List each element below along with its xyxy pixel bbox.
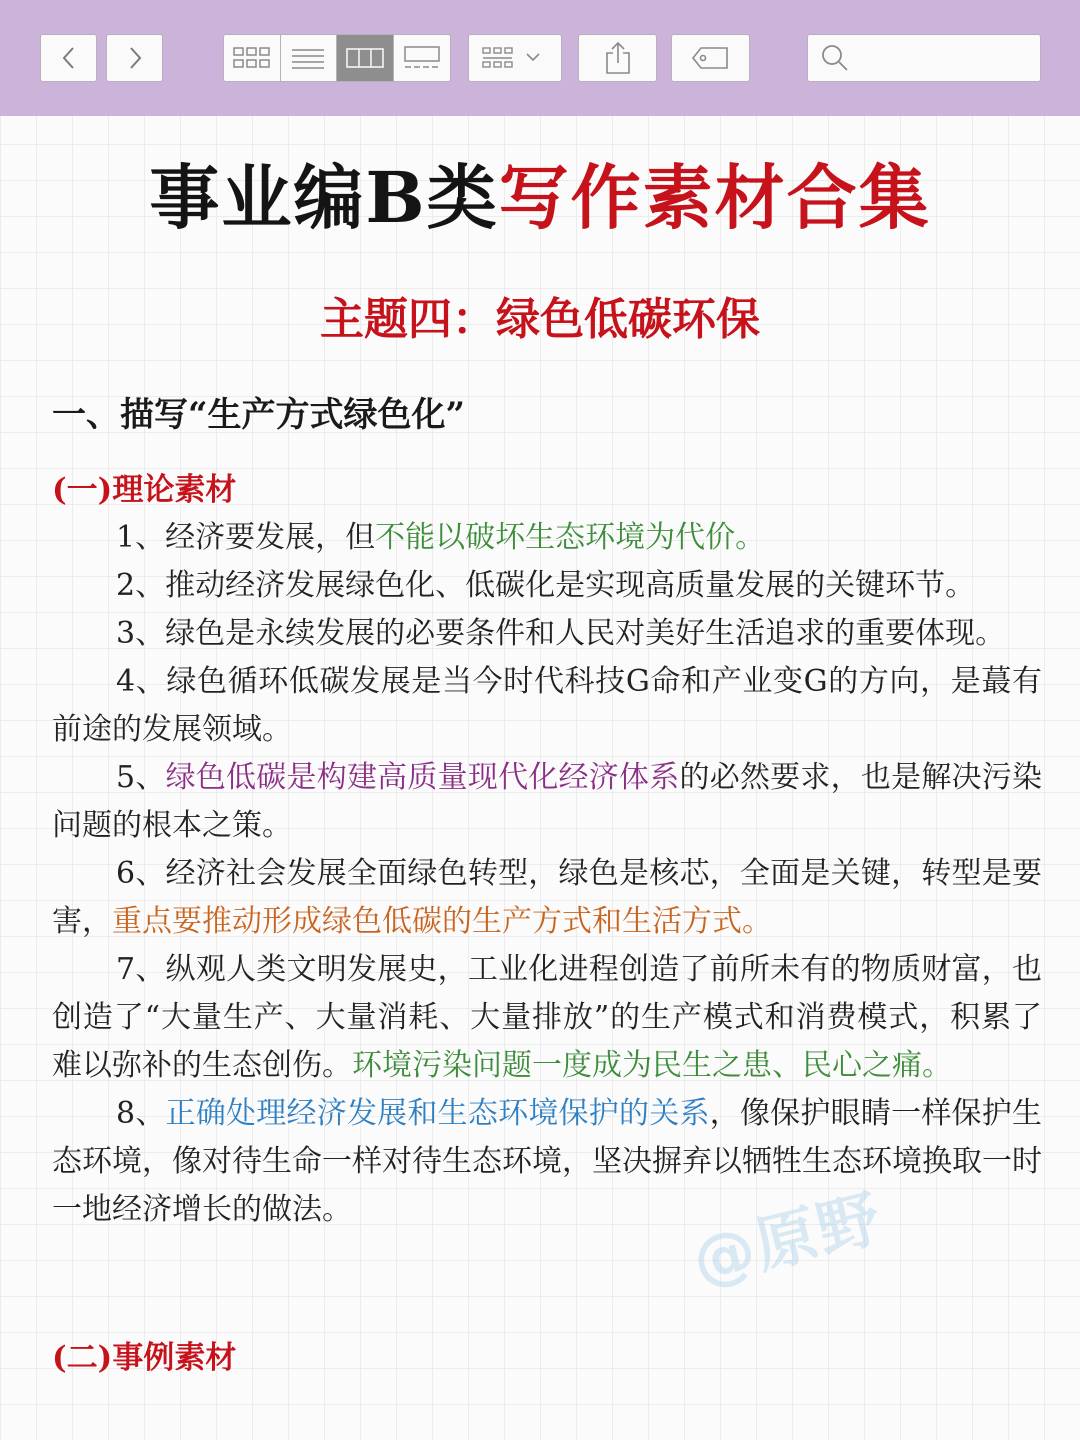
search-icon	[820, 43, 850, 73]
column-view-icon	[345, 46, 385, 70]
list-item: 4、绿色循环低碳发展是当今时代科技G命和产业变G的方向，是蕞有前途的发展领域。	[52, 664, 1042, 747]
subsection-heading-theory: (一)理论素材	[52, 472, 237, 508]
list-item: 5、绿色低碳是构建高质量现代化经济体系的必然要求，也是解决污染问题的根本之策。	[52, 760, 1043, 843]
list-item: 2、推动经济发展绿色化、低碳化是实现高质量发展的关键环节。	[116, 568, 976, 603]
list-item: 6、经济社会发展全面绿色转型，绿色是核芯，全面是关键，转型是要害，重点要推动形成绿色低碳的生产方式和生活方式。	[52, 856, 1042, 939]
window-toolbar	[0, 0, 1080, 116]
share-icon	[603, 41, 633, 75]
chevron-left-icon	[58, 44, 80, 72]
back-button[interactable]	[40, 34, 97, 82]
group-by-icon	[479, 45, 551, 71]
grid-view-button[interactable]	[224, 35, 281, 81]
subsection-heading-examples: (二)事例素材	[52, 1340, 237, 1376]
list-item: 7、纵观人类文明发展史，工业化进程创造了前所未有的物质财富，也创造了“大量生产、大量消耗、大量排放”的生产模式和消费模式，积累了难以弥补的生态创伤。环境污染问题一度成为民生之患、民心之痛。	[52, 952, 1042, 1083]
list-item: 8、正确处理经济发展和生态环境保护的关系，像保护眼睛一样保护生态环境，像对待生命一样对待生态环境，坚决摒弃以牺牲生态环境换取一时一地经济增长的做法。	[52, 1096, 1043, 1227]
search-field[interactable]	[807, 34, 1041, 82]
gallery-view-icon	[402, 45, 442, 71]
section-heading: 一、描写“生产方式绿色化”	[52, 395, 466, 435]
group-by-button[interactable]	[468, 34, 562, 82]
gallery-view-button[interactable]	[394, 35, 451, 81]
page-subtitle: 主题四：绿色低碳环保	[320, 294, 760, 345]
tag-button[interactable]	[671, 34, 750, 82]
tag-icon	[691, 45, 731, 71]
title-black-part: 事业编B类	[149, 156, 499, 239]
grid-view-icon	[232, 46, 272, 70]
theory-list	[52, 514, 1042, 1234]
list-view-button[interactable]	[281, 35, 338, 81]
page-title	[0, 152, 1080, 244]
list-item: 1、经济要发展，但不能以破坏生态环境为代价。	[116, 520, 766, 555]
view-mode-switcher	[223, 34, 451, 82]
title-red-part: 写作素材合集	[498, 156, 931, 239]
list-view-icon	[290, 46, 326, 70]
chevron-right-icon	[124, 44, 146, 72]
share-button[interactable]	[578, 34, 657, 82]
forward-button[interactable]	[106, 34, 163, 82]
column-view-button[interactable]	[337, 35, 394, 81]
list-item: 3、绿色是永续发展的必要条件和人民对美好生活追求的重要体现。	[116, 616, 1006, 651]
watermark: @原野	[685, 1180, 890, 1298]
